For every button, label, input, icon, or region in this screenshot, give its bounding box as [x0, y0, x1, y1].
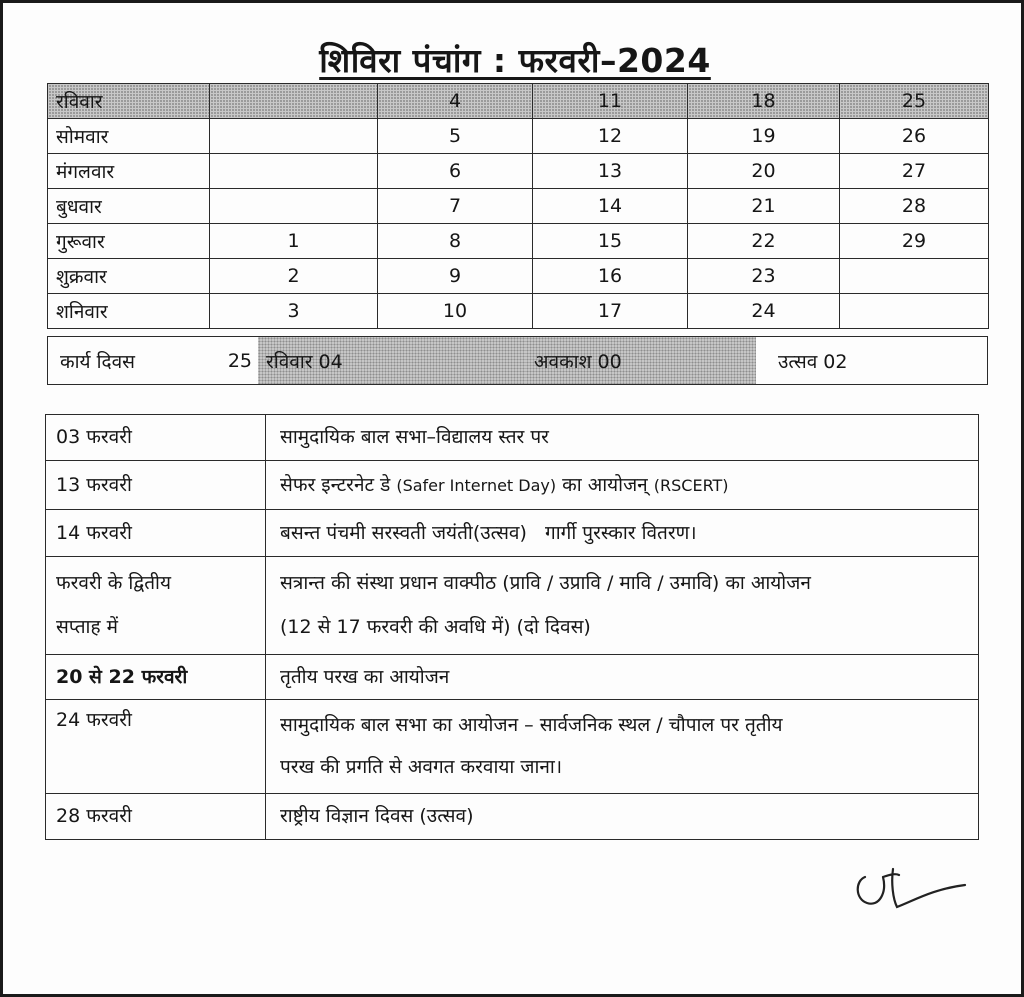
date-cell: 16 — [533, 259, 688, 294]
festival-count-text: उत्सव 02 — [778, 350, 848, 373]
date-cell: 5 — [378, 119, 533, 154]
date-cell: 24 — [688, 294, 840, 329]
date-cell — [210, 119, 378, 154]
date-cell: 11 — [533, 84, 688, 119]
date-cell: 15 — [533, 224, 688, 259]
date-cell: 7 — [378, 189, 533, 224]
holiday-count — [526, 337, 756, 384]
event-row — [46, 794, 979, 840]
sunday-count — [258, 337, 526, 384]
event-date — [46, 557, 266, 655]
calendar-table — [47, 83, 989, 329]
date-cell: 14 — [533, 189, 688, 224]
event-row — [46, 415, 979, 461]
date-cell: 4 — [378, 84, 533, 119]
weekday-label: मंगलवार — [48, 154, 210, 189]
date-cell — [210, 84, 378, 119]
event-row — [46, 461, 979, 510]
calendar-row — [48, 259, 989, 294]
events-table — [45, 414, 979, 840]
weekday-label: बुधवार — [48, 189, 210, 224]
date-cell: 23 — [688, 259, 840, 294]
event-desc: राष्ट्रीय विज्ञान दिवस (उत्सव) — [266, 794, 979, 840]
weekday-label: सोमवार — [48, 119, 210, 154]
date-cell: 9 — [378, 259, 533, 294]
event-date: 13 फरवरी — [46, 461, 266, 510]
calendar-summary — [47, 336, 988, 385]
event-desc: सामुदायिक बाल सभा–विद्यालय स्तर पर — [266, 415, 979, 461]
date-cell: 29 — [840, 224, 989, 259]
work-days-label: कार्य दिवस — [60, 350, 135, 373]
calendar-row — [48, 119, 989, 154]
event-date: 28 फरवरी — [46, 794, 266, 840]
date-cell: 17 — [533, 294, 688, 329]
event-date: 03 फरवरी — [46, 415, 266, 461]
event-desc-line-2: परख की प्रगति से अवगत करवाया जाना। — [280, 755, 563, 778]
date-cell: 19 — [688, 119, 840, 154]
date-cell: 13 — [533, 154, 688, 189]
calendar-row — [48, 294, 989, 329]
date-cell: 21 — [688, 189, 840, 224]
date-cell: 28 — [840, 189, 989, 224]
date-cell: 27 — [840, 154, 989, 189]
date-cell: 8 — [378, 224, 533, 259]
date-cell — [210, 154, 378, 189]
work-days-value: 25 — [227, 349, 252, 372]
date-cell — [840, 294, 989, 329]
date-cell: 20 — [688, 154, 840, 189]
weekday-label: गुरूवार — [48, 224, 210, 259]
event-date: 20 से 22 फरवरी — [46, 655, 266, 700]
sunday-count-text: रविवार 04 — [266, 350, 343, 373]
event-desc — [266, 461, 979, 510]
calendar-row — [48, 224, 989, 259]
holiday-count-text: अवकाश 00 — [534, 350, 622, 373]
event-desc-line-2: (12 से 17 फरवरी की अवधि में) (दो दिवस) — [280, 615, 591, 638]
event-row — [46, 557, 979, 655]
date-cell: 6 — [378, 154, 533, 189]
date-cell: 2 — [210, 259, 378, 294]
work-days-cell — [48, 337, 258, 384]
event-date: 14 फरवरी — [46, 510, 266, 557]
event-row — [46, 655, 979, 700]
date-cell: 26 — [840, 119, 989, 154]
date-cell — [840, 259, 989, 294]
festival-count — [756, 337, 986, 384]
event-desc-line-1: सामुदायिक बाल सभा का आयोजन – सार्वजनिक स्थल / चौपाल पर तृतीय — [280, 713, 783, 736]
event-date: 24 फरवरी — [46, 700, 266, 794]
weekday-label: शनिवार — [48, 294, 210, 329]
weekday-label: शुक्रवार — [48, 259, 210, 294]
event-date-line-2: सप्ताह में — [56, 615, 118, 638]
calendar-row — [48, 189, 989, 224]
event-desc-org: (RSCERT) — [653, 475, 729, 495]
date-cell: 3 — [210, 294, 378, 329]
event-row — [46, 510, 979, 557]
signature-mark — [853, 863, 973, 923]
event-desc — [266, 557, 979, 655]
date-cell — [210, 189, 378, 224]
event-desc — [266, 700, 979, 794]
event-row — [46, 700, 979, 794]
event-desc: तृतीय परख का आयोजन — [266, 655, 979, 700]
date-cell: 10 — [378, 294, 533, 329]
event-desc-hi-2: का आयोजन् — [562, 473, 648, 496]
event-desc-hi: सेफर इन्टरनेट डे — [280, 473, 391, 496]
event-desc-line-1: सत्रान्त की संस्था प्रधान वाक्पीठ (प्रावि / उप्रावि / मावि / उमावि) का आयोजन — [280, 571, 811, 594]
date-cell: 22 — [688, 224, 840, 259]
date-cell: 25 — [840, 84, 989, 119]
weekday-label: रविवार — [48, 84, 210, 119]
date-cell: 12 — [533, 119, 688, 154]
calendar-row — [48, 154, 989, 189]
event-date-line-1: फरवरी के द्वितीय — [56, 571, 171, 594]
date-cell: 18 — [688, 84, 840, 119]
calendar-row — [48, 84, 989, 119]
date-cell: 1 — [210, 224, 378, 259]
page-title: शिविरा पंचांग : फरवरी–2024 — [319, 41, 711, 80]
event-desc: बसन्त पंचमी सरस्वती जयंती(उत्सव) गार्गी पुरस्कार वितरण। — [266, 510, 979, 557]
event-desc-en: (Safer Internet Day) — [396, 475, 557, 495]
